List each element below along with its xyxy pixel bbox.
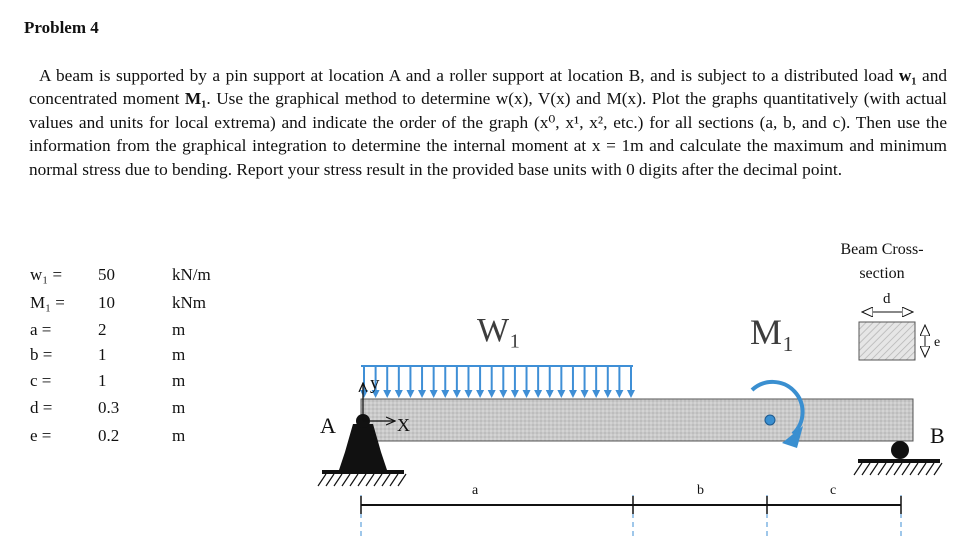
moment-symbol: M₁	[184, 89, 207, 109]
param-unit: kN/m	[172, 265, 211, 284]
dim-c-label: c	[830, 483, 837, 498]
load-arrow-head	[383, 390, 391, 398]
statement-part-3: . Use the graphical method to determine w(x), V(x) and M(x). Plot the graphs quantitatively (with actual values and units for local extrema) and indicate the order of the graph (x⁰, x¹, x², etc.) for all sections (a, b, and c). Then use the information from the graphical integration to determine the internal moment at x = 1m and calculate the maximum and minimum normal stress due to bending. Report your stress result in the provided base units with 0 digits after the decimal point.	[29, 89, 947, 179]
param-name: w₁ =	[30, 265, 63, 284]
param-unit: m	[172, 320, 186, 339]
param-name: e =	[30, 426, 52, 445]
load-arrow-head	[453, 390, 461, 398]
cs-width-label: d	[883, 291, 891, 307]
statement-part-1: A beam is supported by a pin support at location A and a roller support at location B, and is subject to a distributed load	[39, 66, 899, 85]
point-b-label: B	[930, 423, 945, 448]
load-arrow-head	[511, 390, 519, 398]
load-arrow-head	[430, 390, 438, 398]
dim-b-label: b	[697, 483, 704, 498]
param-name: c =	[30, 371, 52, 390]
x-axis-label: X	[397, 415, 410, 435]
statement-part-2: and concentrated moment	[29, 66, 948, 109]
cs-height-label: e	[934, 335, 941, 350]
param-value: 2	[98, 320, 107, 339]
load-arrow-head	[441, 390, 449, 398]
dim-a-label: a	[472, 483, 479, 498]
param-name: d =	[30, 398, 53, 417]
load-arrow-head	[592, 390, 600, 398]
dimension-line	[361, 496, 901, 514]
problem-title: Problem 4	[24, 18, 99, 37]
load-label: W₁	[477, 312, 521, 349]
param-name: b =	[30, 345, 53, 364]
load-arrow-head	[464, 390, 472, 398]
param-value: 50	[98, 265, 115, 284]
load-arrow-head	[627, 390, 635, 398]
param-value: 10	[98, 293, 115, 312]
load-arrow-head	[476, 390, 484, 398]
param-value: 0.3	[98, 398, 120, 417]
load-arrow-head	[406, 390, 414, 398]
param-unit: m	[172, 345, 186, 364]
load-arrow-head	[499, 390, 507, 398]
param-value: 1	[98, 345, 107, 364]
load-arrow-head	[418, 390, 426, 398]
load-arrow-head	[569, 390, 577, 398]
param-name: M₁ =	[30, 293, 65, 312]
moment-label: M₁	[750, 312, 795, 352]
load-arrow-head	[615, 390, 623, 398]
load-symbol: w₁	[898, 66, 917, 85]
roller-support-b	[854, 441, 942, 475]
load-arrow-head	[360, 390, 368, 398]
beam-cross-section	[859, 312, 925, 360]
param-unit: m	[172, 398, 186, 417]
load-arrow-head	[488, 390, 496, 398]
param-unit: kNm	[172, 293, 206, 312]
load-arrow-head	[604, 390, 612, 398]
param-name: a =	[30, 320, 52, 339]
beam	[361, 399, 913, 441]
point-a-label: A	[320, 413, 336, 438]
load-arrow-head	[395, 390, 403, 398]
load-arrow-head	[557, 390, 565, 398]
moment-point	[765, 415, 775, 425]
dimension-reference-lines	[361, 495, 901, 539]
cross-section-title: Beam Cross-section	[840, 241, 924, 282]
distributed-load-arrows	[360, 366, 635, 398]
load-arrow-head	[534, 390, 542, 398]
load-arrow-head	[523, 390, 531, 398]
param-value: 0.2	[98, 426, 120, 445]
param-unit: m	[172, 426, 186, 445]
param-value: 1	[98, 371, 107, 390]
y-axis-label: y	[370, 373, 380, 394]
param-unit: m	[172, 371, 186, 390]
load-arrow-head	[546, 390, 554, 398]
load-arrow-head	[581, 390, 589, 398]
